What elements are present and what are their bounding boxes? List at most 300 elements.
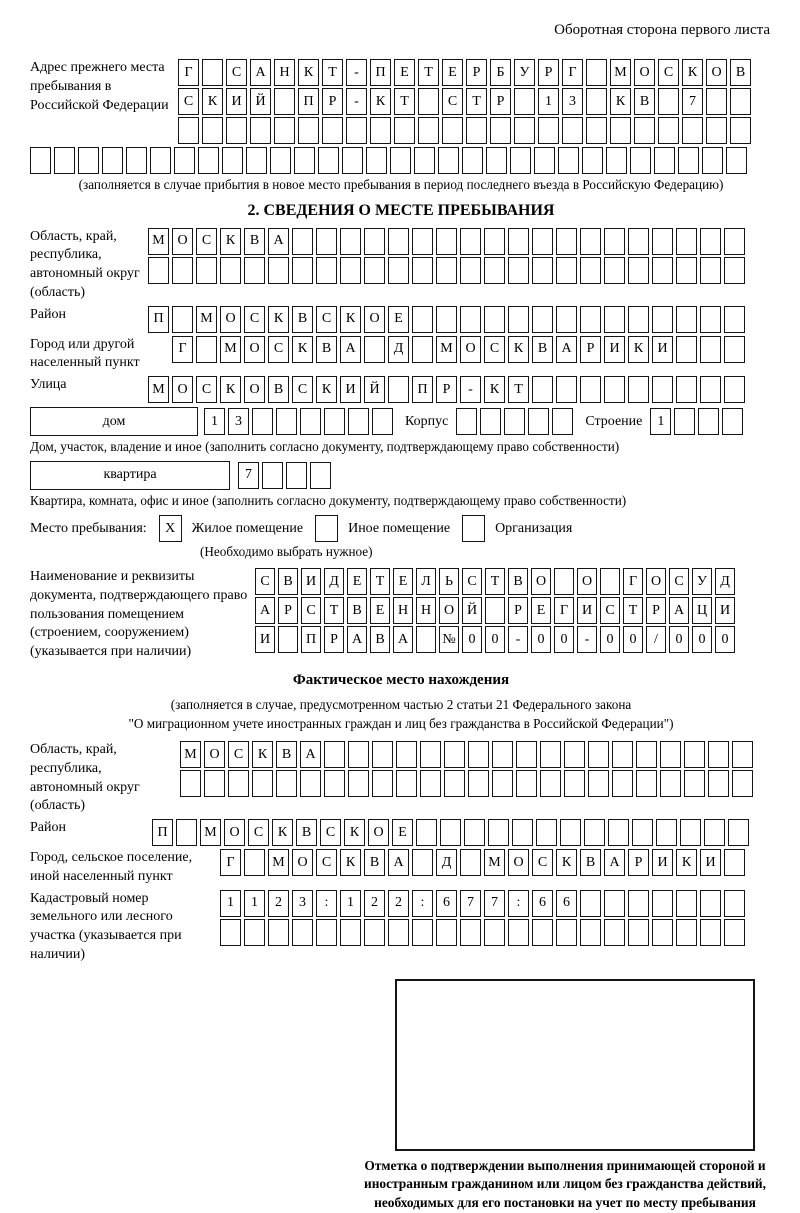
char-cell (580, 306, 601, 333)
char-cell: 0 (600, 626, 620, 653)
document-label: Наименование и реквизиты документа, подтверждающего право пользования помещением (строением, сооружением) (указывается при наличии) (30, 569, 248, 659)
char-cell: 0 (692, 626, 712, 653)
char-cell (684, 741, 705, 768)
char-cell (540, 741, 561, 768)
char-cell (676, 376, 697, 403)
char-cell (438, 147, 459, 174)
cadastre-rows (220, 890, 745, 946)
char-cell: Д (436, 849, 457, 876)
char-cell: П (152, 819, 173, 846)
document-row-3[interactable] (255, 626, 735, 653)
char-cell (468, 741, 489, 768)
char-cell: / (646, 626, 666, 653)
char-cell (246, 147, 267, 174)
char-cell: У (514, 59, 535, 86)
char-cell: Т (370, 568, 390, 595)
char-cell (342, 147, 363, 174)
char-cell: Р (490, 88, 511, 115)
region-label: Область, край, республика, автономный округ (область) (30, 228, 140, 300)
cadastre-field (30, 890, 772, 965)
char-cell (554, 568, 574, 595)
char-cell (316, 228, 337, 255)
char-cell (556, 306, 577, 333)
char-cell (300, 408, 321, 435)
char-cell (724, 376, 745, 403)
char-cell: М (484, 849, 505, 876)
char-cell: С (196, 228, 217, 255)
char-cell (612, 770, 633, 797)
char-cell (604, 306, 625, 333)
char-cell: В (244, 228, 265, 255)
char-cell (628, 376, 649, 403)
char-cell (724, 306, 745, 333)
char-cell (416, 626, 436, 653)
char-cell (196, 336, 217, 363)
city-label: Город или другой населенный пункт (30, 336, 140, 371)
char-cell: О (531, 568, 551, 595)
char-cell: М (200, 819, 221, 846)
actual-region-rows (180, 741, 753, 797)
char-cell: С (244, 306, 265, 333)
char-cell (628, 257, 649, 284)
char-cell (726, 147, 747, 174)
char-cell (538, 117, 559, 144)
char-cell (444, 770, 465, 797)
char-cell: 3 (228, 408, 249, 435)
char-cell: 0 (462, 626, 482, 653)
char-cell (586, 117, 607, 144)
char-cell (348, 770, 369, 797)
char-cell: М (148, 228, 169, 255)
char-cell: А (255, 597, 275, 624)
char-cell (388, 257, 409, 284)
char-cell (364, 257, 385, 284)
char-cell: О (577, 568, 597, 595)
char-cell: Г (172, 336, 193, 363)
char-cell: С (442, 88, 463, 115)
stay-type-checkbox-residential[interactable] (159, 515, 182, 542)
region-row-2[interactable] (148, 257, 745, 284)
char-cell: И (715, 597, 735, 624)
cadastre-row-1[interactable] (220, 890, 745, 917)
char-cell (580, 890, 601, 917)
char-cell (722, 408, 743, 435)
char-cell (730, 88, 751, 115)
char-cell (630, 147, 651, 174)
stay-type-row (30, 515, 772, 542)
char-cell (292, 919, 313, 946)
prev-address-row-1[interactable] (178, 59, 751, 86)
char-cell (588, 770, 609, 797)
street-label: Улица (30, 377, 67, 392)
char-cell (582, 147, 603, 174)
char-cell: П (301, 626, 321, 653)
actual-location-title: Фактическое место нахождения (292, 671, 510, 688)
char-cell: Р (278, 597, 298, 624)
char-cell (396, 741, 417, 768)
char-cell (492, 770, 513, 797)
actual-city-row[interactable] (220, 849, 745, 876)
char-cell: М (220, 336, 241, 363)
char-cell (220, 919, 241, 946)
char-cell (468, 770, 489, 797)
char-cell: К (610, 88, 631, 115)
char-cell: В (278, 568, 298, 595)
char-cell: К (292, 336, 313, 363)
char-cell: 3 (292, 890, 313, 917)
stay-type-option-other: Иное помещение (348, 520, 451, 536)
char-cell: С (600, 597, 620, 624)
char-cell: 7 (238, 462, 259, 489)
char-cell (504, 408, 525, 435)
char-cell (632, 819, 653, 846)
char-cell (604, 257, 625, 284)
char-cell (580, 228, 601, 255)
prev-address-label: Адрес прежнего места пребывания в Российской Федерации (30, 60, 169, 113)
char-cell: С (196, 376, 217, 403)
char-cell: И (700, 849, 721, 876)
char-cell (174, 147, 195, 174)
stay-type-option-organization: Организация (495, 520, 573, 536)
char-cell (652, 306, 673, 333)
section2-title: 2. СВЕДЕНИЯ О МЕСТЕ ПРЕБЫВАНИЯ (247, 201, 555, 219)
char-cell (78, 147, 99, 174)
char-cell (388, 228, 409, 255)
char-cell: С (226, 59, 247, 86)
char-cell: С (228, 741, 249, 768)
char-cell (322, 117, 343, 144)
char-cell (480, 408, 501, 435)
char-cell (604, 376, 625, 403)
char-cell (412, 228, 433, 255)
char-cell (278, 626, 298, 653)
char-cell (364, 919, 385, 946)
char-cell (244, 919, 265, 946)
prev-address-rows (178, 59, 751, 144)
char-cell: О (364, 306, 385, 333)
char-cell: Р (538, 59, 559, 86)
char-cell: : (412, 890, 433, 917)
char-cell (584, 819, 605, 846)
char-cell: К (272, 819, 293, 846)
city-row[interactable] (172, 336, 745, 363)
char-cell (268, 919, 289, 946)
char-cell: В (268, 376, 289, 403)
char-cell (30, 147, 51, 174)
char-cell (532, 919, 553, 946)
char-cell: Г (623, 568, 643, 595)
char-cell: К (316, 376, 337, 403)
char-cell (508, 919, 529, 946)
actual-city-field (30, 849, 772, 887)
char-cell (484, 228, 505, 255)
char-cell: К (682, 59, 703, 86)
house-number-row[interactable] (204, 408, 393, 435)
char-cell (704, 819, 725, 846)
apartment-number-row[interactable] (238, 462, 331, 489)
house-note: Дом, участок, владение и иное (заполнить согласно документу, подтверждающему право собственности) (30, 439, 620, 454)
char-cell: О (244, 336, 265, 363)
char-cell: И (340, 376, 361, 403)
char-cell: О (646, 568, 666, 595)
char-cell (244, 257, 265, 284)
char-cell: А (393, 626, 413, 653)
char-cell: П (148, 306, 169, 333)
actual-district-field (30, 819, 772, 846)
char-cell: А (250, 59, 271, 86)
prev-address-row-3[interactable] (178, 117, 751, 144)
char-cell (628, 919, 649, 946)
char-cell: Т (485, 568, 505, 595)
char-cell (586, 88, 607, 115)
char-cell (532, 257, 553, 284)
char-cell (508, 306, 529, 333)
char-cell (412, 336, 433, 363)
char-cell: № (439, 626, 459, 653)
char-cell (394, 117, 415, 144)
region-rows (148, 228, 745, 284)
char-cell (388, 376, 409, 403)
char-cell (724, 228, 745, 255)
prev-address-row-2[interactable] (178, 88, 751, 115)
char-cell (708, 741, 729, 768)
char-cell (460, 306, 481, 333)
char-cell (300, 770, 321, 797)
char-cell (484, 257, 505, 284)
char-cell (340, 257, 361, 284)
char-cell (462, 147, 483, 174)
char-cell (724, 849, 745, 876)
char-cell: В (296, 819, 317, 846)
char-cell (412, 849, 433, 876)
char-cell (732, 770, 753, 797)
char-cell (485, 597, 505, 624)
char-cell (276, 770, 297, 797)
char-cell (466, 117, 487, 144)
char-cell: Е (442, 59, 463, 86)
region-row-1[interactable] (148, 228, 745, 255)
char-cell (412, 306, 433, 333)
char-cell: Е (394, 59, 415, 86)
district-row[interactable] (148, 306, 745, 333)
char-cell (540, 770, 561, 797)
char-cell: П (412, 376, 433, 403)
char-cell: : (508, 890, 529, 917)
stay-type-checkbox-organization[interactable] (462, 515, 485, 542)
char-cell (412, 919, 433, 946)
char-cell (150, 147, 171, 174)
char-cell (202, 59, 223, 86)
stay-type-note: (Необходимо выбрать нужное) (200, 544, 373, 559)
char-cell (442, 117, 463, 144)
char-cell (536, 819, 557, 846)
document-row-1[interactable] (255, 568, 735, 595)
char-cell (724, 890, 745, 917)
char-cell (652, 919, 673, 946)
char-cell (484, 306, 505, 333)
cadastre-row-2[interactable] (220, 919, 745, 946)
char-cell (444, 741, 465, 768)
char-cell: С (658, 59, 679, 86)
char-cell (628, 306, 649, 333)
char-cell (324, 770, 345, 797)
document-row-2[interactable] (255, 597, 735, 624)
char-cell (420, 741, 441, 768)
char-cell: 0 (715, 626, 735, 653)
char-cell (628, 890, 649, 917)
char-cell: К (298, 59, 319, 86)
char-cell (102, 147, 123, 174)
char-cell: С (255, 568, 275, 595)
char-cell (270, 147, 291, 174)
char-cell (608, 819, 629, 846)
char-cell (698, 408, 719, 435)
char-cell (532, 306, 553, 333)
char-cell (516, 770, 537, 797)
char-cell: Г (178, 59, 199, 86)
char-cell: А (347, 626, 367, 653)
stay-type-checkbox-other[interactable] (315, 515, 338, 542)
char-cell (340, 228, 361, 255)
char-cell (396, 770, 417, 797)
actual-region-row-1[interactable] (180, 741, 753, 768)
char-cell: О (439, 597, 459, 624)
char-cell: К (484, 376, 505, 403)
char-cell (658, 88, 679, 115)
char-cell: В (370, 626, 390, 653)
char-cell (612, 741, 633, 768)
char-cell: К (340, 306, 361, 333)
char-cell: Б (490, 59, 511, 86)
char-cell (652, 257, 673, 284)
char-cell: Р (466, 59, 487, 86)
char-cell: 7 (484, 890, 505, 917)
actual-region-field (30, 741, 772, 816)
char-cell: П (298, 88, 319, 115)
char-cell: А (604, 849, 625, 876)
actual-location-note (30, 695, 772, 733)
char-cell: Т (394, 88, 415, 115)
prev-address-note: (заполняется в случае прибытия в новое место пребывания в период последнего въезда в Российскую Федерацию) (78, 177, 724, 192)
char-cell (226, 117, 247, 144)
district-field (30, 306, 772, 333)
char-cell: Е (347, 568, 367, 595)
char-cell (588, 741, 609, 768)
apartment-rect (30, 461, 230, 490)
char-cell (486, 147, 507, 174)
char-cell (700, 228, 721, 255)
house-row (30, 407, 772, 436)
char-cell (252, 770, 273, 797)
actual-district-row[interactable] (152, 819, 749, 846)
char-cell: И (255, 626, 275, 653)
char-cell (558, 147, 579, 174)
char-cell: В (276, 741, 297, 768)
char-cell (676, 890, 697, 917)
char-cell: О (292, 849, 313, 876)
char-cell (324, 741, 345, 768)
actual-region-row-2[interactable] (180, 770, 753, 797)
char-cell (412, 257, 433, 284)
char-cell (706, 117, 727, 144)
char-cell: Р (628, 849, 649, 876)
char-cell (418, 88, 439, 115)
char-cell: 2 (268, 890, 289, 917)
char-cell: И (652, 336, 673, 363)
korpus-row[interactable] (456, 408, 573, 435)
char-cell: М (180, 741, 201, 768)
street-row[interactable] (148, 376, 745, 403)
char-cell: О (368, 819, 389, 846)
char-cell (510, 147, 531, 174)
char-cell: 0 (623, 626, 643, 653)
char-cell (708, 770, 729, 797)
char-cell (148, 257, 169, 284)
char-cell (262, 462, 283, 489)
char-cell: 1 (650, 408, 671, 435)
char-cell (528, 408, 549, 435)
checkbox-mark: X (165, 520, 176, 536)
char-cell (318, 147, 339, 174)
char-cell (196, 257, 217, 284)
char-cell (600, 568, 620, 595)
char-cell (372, 770, 393, 797)
actual-city-label: Город, сельское поселение, иной населенный пункт (30, 850, 193, 884)
char-cell (732, 741, 753, 768)
char-cell: 7 (682, 88, 703, 115)
char-cell: О (244, 376, 265, 403)
char-cell: О (220, 306, 241, 333)
char-cell (532, 376, 553, 403)
char-cell (54, 147, 75, 174)
char-cell (706, 88, 727, 115)
char-cell: С (320, 819, 341, 846)
stay-type-label: Место пребывания: (30, 520, 147, 536)
char-cell (514, 117, 535, 144)
char-cell: Т (623, 597, 643, 624)
char-cell: 0 (669, 626, 689, 653)
char-cell: М (436, 336, 457, 363)
char-cell (724, 919, 745, 946)
char-cell: К (508, 336, 529, 363)
char-cell (556, 376, 577, 403)
char-cell (604, 890, 625, 917)
char-cell (606, 147, 627, 174)
char-cell: 6 (436, 890, 457, 917)
char-cell (652, 228, 673, 255)
char-cell: 2 (388, 890, 409, 917)
char-cell: А (340, 336, 361, 363)
char-cell (464, 819, 485, 846)
char-cell: Е (392, 819, 413, 846)
char-cell: В (580, 849, 601, 876)
stamp-box[interactable] (395, 979, 755, 1151)
char-cell: 0 (531, 626, 551, 653)
prev-address-row-4[interactable] (30, 147, 772, 174)
char-cell (702, 147, 723, 174)
char-cell: - (460, 376, 481, 403)
stroenie-row[interactable] (650, 408, 743, 435)
stay-type-option-residential: Жилое помещение (191, 520, 304, 536)
char-cell (728, 819, 749, 846)
actual-location-note-line2: "О миграционном учете иностранных граждан и лиц без гражданства в Российской Федерации") (128, 715, 674, 731)
char-cell: : (316, 890, 337, 917)
char-cell: О (204, 741, 225, 768)
char-cell: Р (436, 376, 457, 403)
char-cell: - (577, 626, 597, 653)
char-cell (294, 147, 315, 174)
char-cell: В (532, 336, 553, 363)
